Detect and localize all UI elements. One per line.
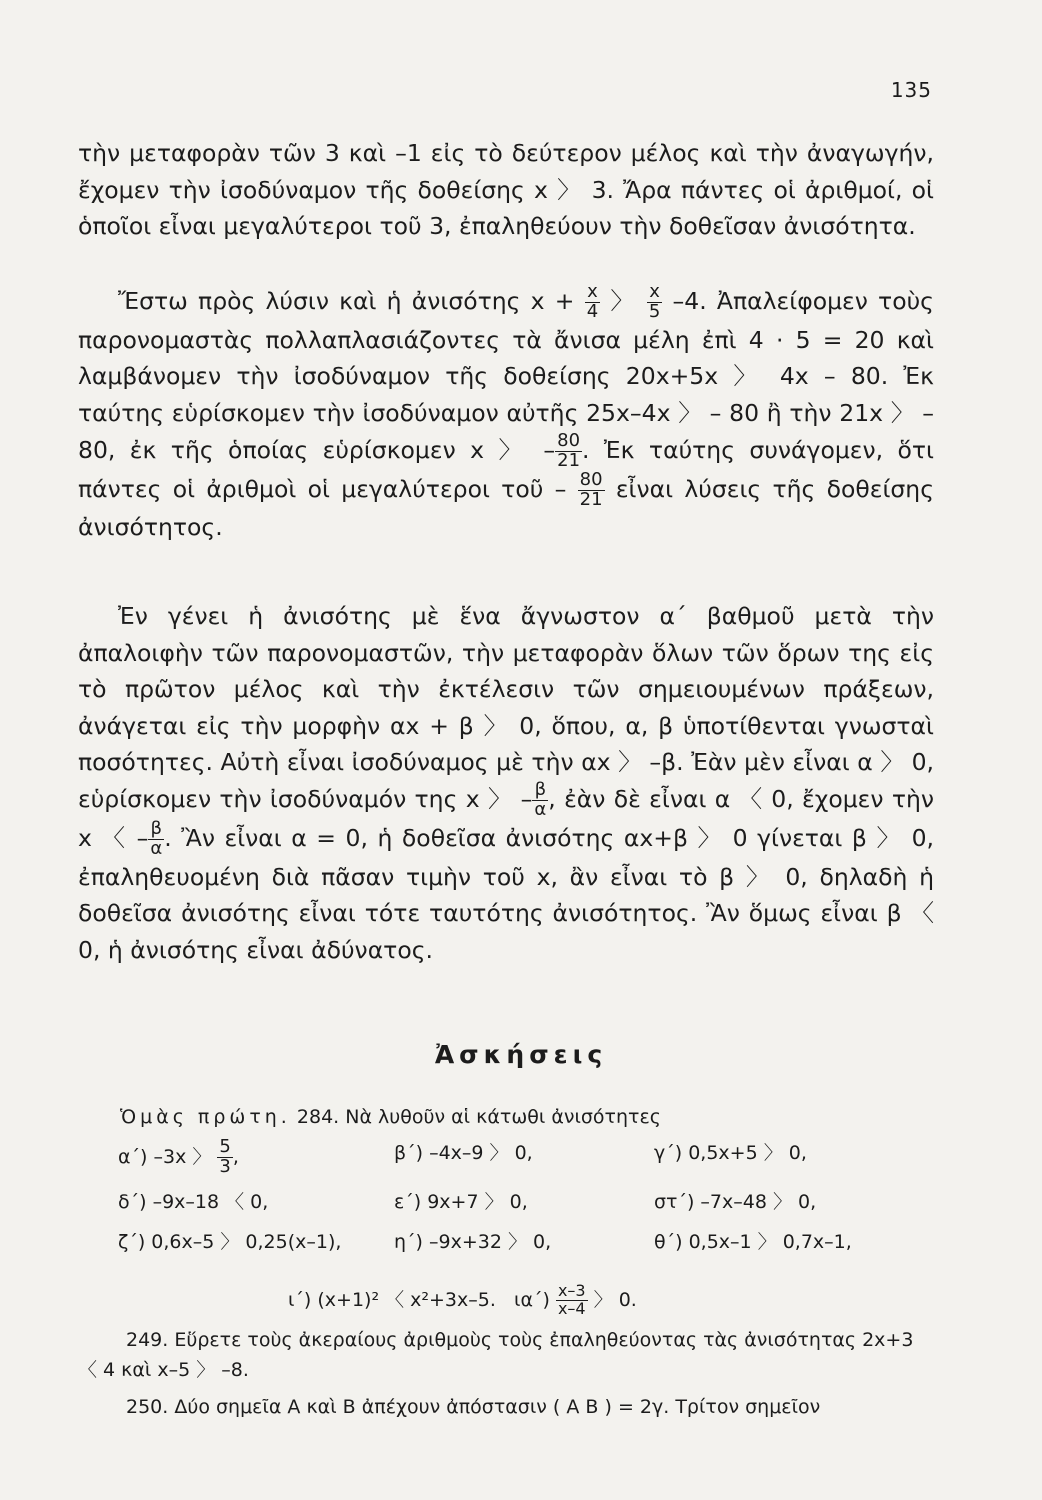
exercise-item-h: η΄) –9x+32 〉 0, <box>394 1230 552 1253</box>
exercise-item-c: γ΄) 0,5x+5 〉 0, <box>654 1142 807 1164</box>
paragraph-1: τὴν μεταφορὰν τῶν 3 καὶ –1 εἰς τὸ δεύτερον μέλος καὶ τὴν ἀναγωγήν, ἔχομεν τὴν ἰσοδύναμον τῆς δοθείσης x 〉 3. Ἄρα πάντες οἱ ἀριθμοί, οἱ ὁποῖοι εἶναι μεγαλύτεροι τοῦ 3, ἐπαληθεύουν τὴν δοθεῖσαν ἀνισότητα. <box>78 139 934 241</box>
fraction-x3-over-x4 <box>556 1283 588 1318</box>
fraction-denominator: 21 <box>579 488 603 510</box>
para2-text-d: . Ἐκ ταύτης συνάγομεν, ὅτι πάντες οἱ ἀριθμοὶ οἱ μεγαλύτεροι τοῦ – <box>78 435 934 503</box>
fraction-numerator: 80 <box>557 429 581 451</box>
problem-250 <box>78 1392 928 1422</box>
fraction-numerator: 5 <box>219 1136 231 1157</box>
fraction-denominator: 5 <box>648 301 661 322</box>
exercise-item-g: ζ΄) 0,6x–5 〉 0,25(x–1), <box>118 1230 342 1253</box>
exercise-item-e: ε΄) 9x+7 〉 0, <box>394 1190 528 1213</box>
exercise-k-tail: 〉 0. <box>593 1288 637 1311</box>
fraction-5-over-3 <box>217 1138 232 1177</box>
para2-text-a: Ἔστω πρὸς λύσιν καὶ ἡ ἀνισότης x + <box>118 287 575 315</box>
para3-text-a: Ἐν γένει ἡ ἀνισότης μὲ ἕνα ἄγνωστον α΄ βαθμοῦ μετὰ τὴν ἀπαλοιφὴν τῶν παρονομαστῶν, τὴν μεταφορὰν ὅλων τῶν ὅρων της εἰς τὸ πρῶτον μέλος καὶ τὴν ἐκτέλεσιν τῶν σημειουμένων πράξεων, ἀνάγεται εἰς τὴν μορφὴν αx + β 〉 0, ὅπου, α, β ὑποτίθενται γνωσταὶ ποσότητες. Αὐτὴ εἶναι ἰσοδύναμος μὲ τὴν αx 〉 –β. Ἐὰν μὲν εἶναι α 〉 0, εὑρίσκομεν τὴν ἰσοδύναμόν της x 〉 – <box>78 602 934 813</box>
fraction-denominator: 3 <box>219 1155 231 1177</box>
fraction-x-over-4 <box>585 283 600 322</box>
exercise-284-prompt: 284. Νὰ λυθοῦν αἱ κάτωθι ἀνισότητες <box>296 1106 661 1128</box>
exercise-k-label: ια΄) <box>514 1288 550 1311</box>
exercise-group-intro <box>120 1106 661 1128</box>
fraction-denominator: 21 <box>557 449 581 471</box>
paragraph-3 <box>78 598 934 969</box>
exercise-list <box>118 1138 918 1257</box>
problem-249-text: 249. Εὕρετε τοὺς ἀκεραίους ἀριθμοὺς τοὺς ἐπαληθεύοντας τὰς ἀνισότητας 2x+3 〈 4 καὶ x–5 〉 –8. <box>78 1329 914 1381</box>
fraction-numerator: x–3 <box>557 1281 586 1300</box>
fraction-numerator: β <box>532 781 548 801</box>
fraction-denominator: α <box>534 798 547 820</box>
page-number: 135 <box>890 78 932 102</box>
exercise-item-i: θ΄) 0,5x–1 〉 0,7x–1, <box>654 1230 852 1253</box>
fraction-denominator: 4 <box>586 301 599 322</box>
fraction-80-over-21 <box>578 468 605 510</box>
exercise-item-a <box>118 1138 394 1177</box>
para2-text-b: 〉 <box>610 287 637 315</box>
exercise-item-d: δ΄) –9x–18 〈 0, <box>118 1190 269 1213</box>
exercise-a-text: α΄) –3x 〉 <box>118 1145 212 1168</box>
fraction-beta-over-alpha <box>532 781 548 820</box>
paragraph-2 <box>78 283 934 546</box>
exercise-item-j: ι΄) (x+1)² 〈 x²+3x–5. <box>288 1288 496 1311</box>
para2-text-c: –4. Ἀπαλείφομεν τοὺς παρονομαστὰς πολλαπλασιάζοντες τὰ ἄνισα μέλη ἐπὶ 4 · 5 = 20 καὶ λαμβάνομεν τὴν ἰσοδύναμον τῆς δοθείσης 20x+5x 〉 4x – 80. Ἐκ ταύτης εὑρίσκομεν τὴν ἰσοδύναμον αὐτῆς 25x–4x 〉 – 80 ἢ τὴν 21x 〉 – 80, ἐκ τῆς ὁποίας εὑρίσκομεν x 〉 – <box>78 287 934 464</box>
exercise-item-f: στ΄) –7x–48 〉 0, <box>654 1190 817 1213</box>
fraction-denominator: x–4 <box>557 1298 586 1318</box>
problem-249 <box>78 1325 928 1385</box>
problem-250-text: 250. Δύο σημεῖα Α καὶ Β ἀπέχουν ἀπόστασιν ( Α Β ) = 2γ. Τρίτον σημεῖον <box>126 1396 821 1418</box>
exercise-row-last <box>288 1283 637 1318</box>
fraction-numerator: x <box>585 283 600 303</box>
fraction-x-over-5 <box>647 283 662 322</box>
para3-text-c: . Ἂν εἶναι α = 0, ἡ δοθεῖσα ἀνισότης αx+β 〉 0 γίνεται β 〉 0, ἐπαληθευομένη διὰ πᾶσαν τιμὴν τοῦ x, ἂν εἶναι τὸ β 〉 0, δηλαδὴ ἡ δοθεῖσα ἀνισότης εἶναι τότε ταυτότης ἀνισότητος. Ἂν ὅμως εἶναι β 〈 0, ἡ ἀνισότης εἶναι ἀδύνατος. <box>78 823 934 964</box>
para2-text-e: εἶναι λύσεις τῆς δοθείσης ἀνισότητος. <box>78 474 934 542</box>
fraction-numerator: β <box>148 820 164 840</box>
para3-text-b: , ἐὰν δὲ εἶναι α 〈 0, ἔχομεν τὴν x 〈 – <box>78 784 934 852</box>
exercise-item-b: β΄) –4x–9 〉 0, <box>394 1142 533 1164</box>
fraction-numerator: x <box>647 283 662 303</box>
fraction-80-over-21 <box>555 429 582 471</box>
fraction-beta-over-alpha <box>148 817 164 859</box>
fraction-denominator: α <box>150 837 163 859</box>
exercise-a-comma: , <box>232 1145 239 1168</box>
fraction-numerator: 80 <box>579 468 603 490</box>
group-label: Ὁμὰς πρώτη. <box>120 1106 291 1128</box>
exercises-heading: Ἀσκήσεις <box>434 1040 608 1069</box>
